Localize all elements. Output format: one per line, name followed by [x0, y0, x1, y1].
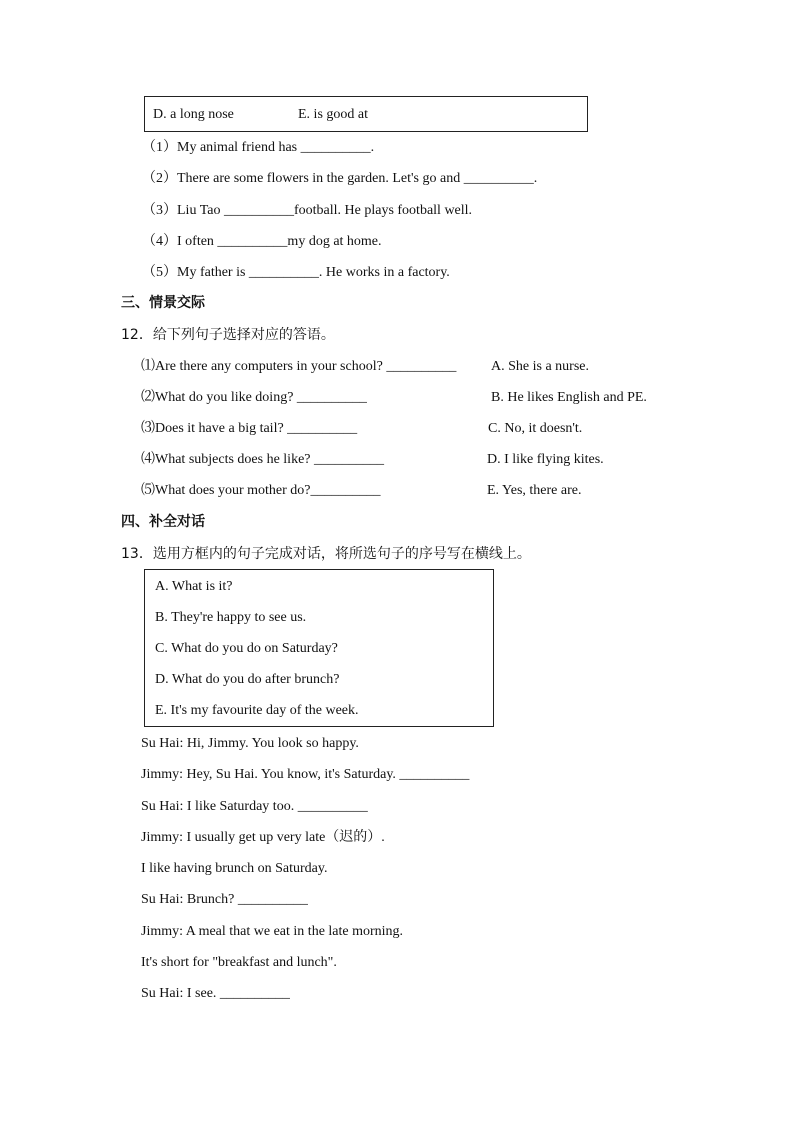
option-e: E. is good at	[298, 107, 368, 122]
fill-item-4: （4）I often __________my dog at home.	[142, 234, 382, 249]
question-13-instruction: 13．选用方框内的句子完成对话，将所选句子的序号写在横线上。	[121, 546, 531, 562]
dialogue-line-5: I like having brunch on Saturday.	[141, 861, 328, 876]
dialogue-line-9: Su Hai: I see. __________	[141, 986, 290, 1001]
q12-answer-a: A. She is a nurse.	[491, 359, 589, 374]
q12-answer-e: E. Yes, there are.	[487, 483, 582, 498]
dialogue-line-6: Su Hai: Brunch? __________	[141, 892, 308, 907]
q13-option-b: B. They're happy to see us.	[155, 610, 307, 625]
dialogue-line-8: It's short for "breakfast and lunch".	[141, 955, 337, 970]
option-d: D. a long nose	[153, 107, 234, 122]
q13-option-a: A. What is it?	[155, 579, 233, 594]
fill-item-3: （3）Liu Tao __________football. He plays football well.	[142, 203, 473, 218]
dialogue-line-1: Su Hai: Hi, Jimmy. You look so happy.	[141, 736, 359, 751]
q12-answer-c: C. No, it doesn't.	[488, 421, 583, 436]
dialogue-line-3: Su Hai: I like Saturday too. __________	[141, 799, 368, 814]
fill-item-2: （2）There are some flowers in the garden. Let's go and __________.	[142, 171, 538, 186]
dialogue-line-7: Jimmy: A meal that we eat in the late morning.	[141, 924, 404, 939]
section-4-title: 四、补全对话	[121, 514, 205, 530]
q13-option-e: E. It's my favourite day of the week.	[155, 703, 359, 718]
q12-question-3: ⑶Does it have a big tail? __________	[141, 421, 358, 436]
fill-item-5: （5）My father is __________. He works in a factory.	[142, 265, 450, 280]
q13-option-d: D. What do you do after brunch?	[155, 672, 340, 687]
q12-question-2: ⑵What do you like doing? __________	[141, 390, 367, 405]
q12-question-4: ⑷What subjects does he like? __________	[141, 452, 385, 467]
section-3-title: 三、情景交际	[121, 295, 205, 311]
dialogue-line-2: Jimmy: Hey, Su Hai. You know, it's Saturday. __________	[141, 767, 470, 782]
q12-question-1: ⑴Are there any computers in your school? __________	[141, 359, 457, 374]
q12-answer-b: B. He likes English and PE.	[491, 390, 647, 405]
question-12-instruction: 12．给下列句子选择对应的答语。	[121, 327, 335, 343]
dialogue-line-4: Jimmy: I usually get up very late（迟的）.	[141, 830, 385, 845]
q12-question-5: ⑸What does your mother do?__________	[141, 483, 381, 498]
q13-option-c: C. What do you do on Saturday?	[155, 641, 338, 656]
q12-answer-d: D. I like flying kites.	[487, 452, 604, 467]
fill-item-1: （1）My animal friend has __________.	[142, 140, 375, 155]
